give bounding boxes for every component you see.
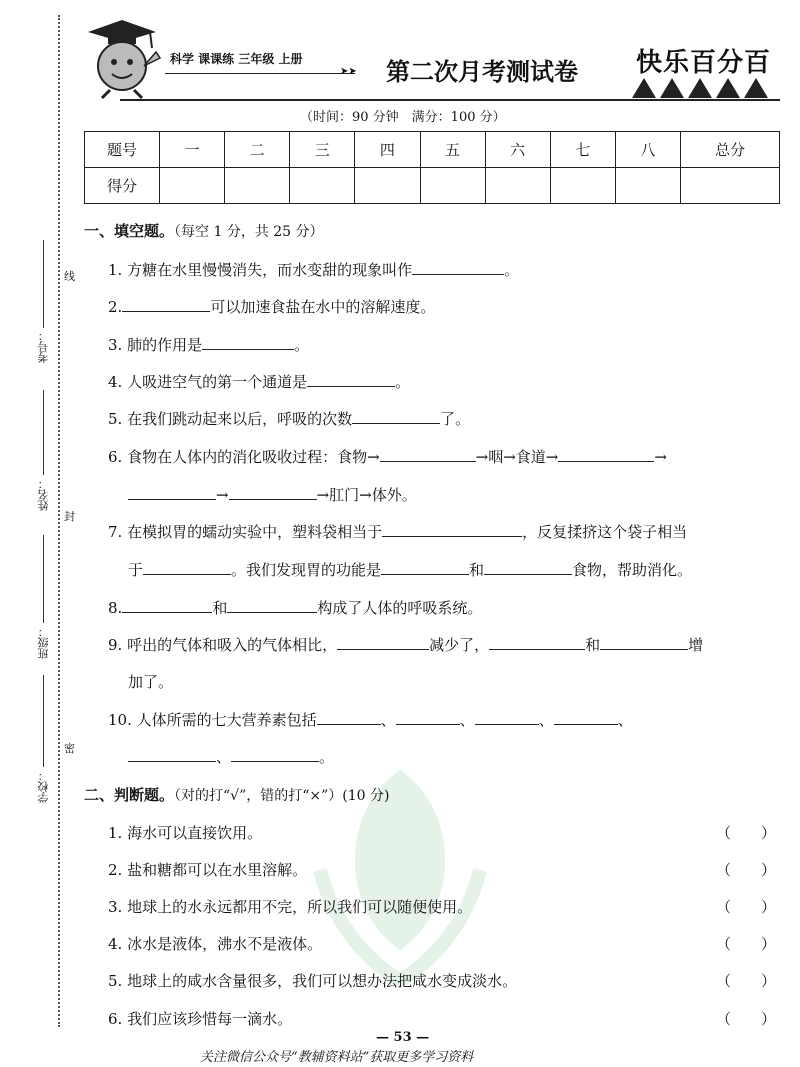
cut-char-seal: 封: [64, 510, 75, 523]
section1-title-text: 一、填空题。: [84, 222, 175, 240]
score-table-cell: 题号: [85, 132, 160, 168]
question-text: 7. 在模拟胃的蠕动实验中，塑料袋相当于: [108, 523, 383, 541]
exam-number-line: [43, 240, 44, 328]
question-text: 可以加速食盐在水中的溶解速度。: [210, 298, 436, 316]
answer-blank[interactable]: [122, 598, 212, 613]
answer-blank[interactable]: [307, 372, 395, 387]
question-text: 3. 肺的作用是: [108, 336, 203, 354]
judge-answer-paren[interactable]: （ ）: [715, 972, 776, 990]
answer-blank[interactable]: [412, 260, 504, 275]
score-input-cell[interactable]: [615, 168, 680, 204]
question-text: 和: [212, 599, 228, 617]
arrow-icon: ➤➤: [340, 66, 357, 77]
question-text: 构成了人体的呼吸系统。: [317, 599, 483, 617]
footer-note: 关注微信公众号“教辅资料站”获取更多学习资料: [200, 1050, 474, 1065]
question-6-line1: [108, 446, 667, 467]
school-line: [43, 675, 44, 767]
question-1: [108, 259, 519, 280]
question-text: 10. 人体所需的七大营养素包括: [108, 711, 317, 729]
exam-number-label: 考号：: [37, 330, 50, 363]
time-info: （时间：90 分钟 满分：100 分）: [300, 110, 506, 125]
judge-answer-paren[interactable]: （ ）: [715, 824, 776, 842]
question-text: 了。: [440, 410, 471, 428]
judge-answer-paren[interactable]: （ ）: [715, 861, 776, 879]
name-label: 姓名：: [37, 478, 50, 511]
answer-blank[interactable]: [600, 635, 688, 650]
judge-answer-paren[interactable]: （ ）: [715, 1010, 776, 1028]
class-line: [43, 535, 44, 623]
score-table-score-row: [85, 168, 780, 204]
question-text: 减少了，: [429, 636, 490, 654]
separator: 、: [538, 711, 554, 729]
separator: 、: [380, 711, 396, 729]
question-text: 。: [319, 748, 335, 766]
score-input-cell[interactable]: [420, 168, 485, 204]
judge-item-4: 4. 冰水是液体，沸水不是液体。: [108, 935, 323, 953]
answer-blank[interactable]: [317, 710, 381, 725]
page-title: 第二次月考测试卷: [386, 57, 578, 86]
cut-char-secret: 密: [64, 742, 75, 755]
separator: 、: [216, 748, 232, 766]
answer-blank[interactable]: [558, 447, 654, 462]
separator: 、: [617, 711, 633, 729]
answer-blank[interactable]: [489, 635, 585, 650]
score-table-cell: 二: [225, 132, 290, 168]
section2-note: （对的打“√”，错的打“×”）(10 分): [174, 788, 390, 804]
judge-item-2: 2. 盐和糖都可以在水里溶解。: [108, 861, 308, 879]
question-9-line1: [108, 634, 703, 655]
question-text: 和: [469, 561, 485, 579]
section1-title: [84, 220, 324, 241]
answer-blank[interactable]: [554, 710, 618, 725]
question-text: 。: [504, 261, 520, 279]
brand-triangles-icon: [630, 76, 780, 100]
question-10-line2: [128, 746, 334, 767]
page-number: — 53 —: [376, 1030, 430, 1045]
answer-blank[interactable]: [227, 598, 317, 613]
question-text: 增: [688, 636, 704, 654]
score-table-cell: 一: [160, 132, 225, 168]
score-table-cell: 五: [420, 132, 485, 168]
answer-blank[interactable]: [143, 560, 231, 575]
answer-blank[interactable]: [128, 485, 216, 500]
cut-char-line: 线: [64, 270, 75, 283]
question-text: 8.: [108, 599, 123, 617]
question-6-line2: [128, 484, 417, 505]
question-text: 1. 方糖在水里慢慢消失，而水变甜的现象叫作: [108, 261, 413, 279]
question-7-line2: [128, 559, 692, 580]
question-text: ，反复揉挤这个袋子相当: [522, 523, 688, 541]
answer-blank[interactable]: [229, 485, 317, 500]
section2-title-text: 二、判断题。: [84, 786, 175, 804]
score-input-cell[interactable]: [485, 168, 550, 204]
judge-item-6: 6. 我们应该珍惜每一滴水。: [108, 1010, 293, 1028]
answer-blank[interactable]: [396, 710, 460, 725]
judge-item-3: 3. 地球上的水永远都用不完，所以我们可以随便使用。: [108, 898, 473, 916]
score-table-cell: 八: [615, 132, 680, 168]
score-input-cell[interactable]: [290, 168, 355, 204]
question-8: [108, 597, 482, 618]
judge-item-1: 1. 海水可以直接饮用。: [108, 824, 263, 842]
question-7-line1: [108, 521, 687, 542]
score-input-cell[interactable]: [160, 168, 225, 204]
question-10-line1: [108, 709, 633, 730]
question-text: →: [654, 448, 667, 466]
question-text: 5. 在我们跳动起来以后，呼吸的次数: [108, 410, 353, 428]
score-table-cell: 七: [550, 132, 615, 168]
section1-note: （每空 1 分，共 25 分）: [174, 224, 324, 240]
answer-blank[interactable]: [337, 635, 429, 650]
name-line: [43, 390, 44, 475]
score-table: [84, 131, 780, 204]
question-text: 食物，帮助消化。: [572, 561, 693, 579]
question-text: →咽→食道→: [475, 448, 559, 466]
answer-blank[interactable]: [484, 560, 572, 575]
answer-blank[interactable]: [475, 710, 539, 725]
score-table-cell: 三: [290, 132, 355, 168]
answer-blank[interactable]: [231, 747, 319, 762]
judge-answer-paren[interactable]: （ ）: [715, 898, 776, 916]
score-table-cell: 六: [485, 132, 550, 168]
section2-title: [84, 784, 389, 805]
school-label: 学校：: [37, 770, 50, 803]
student-info-sidebar: [36, 230, 60, 820]
subject-line: 科学 课课练 三年级 上册: [170, 52, 303, 66]
mascot-logo: [80, 14, 170, 100]
question-text: →肛门→体外。: [316, 486, 417, 504]
question-text: 加了。: [128, 673, 174, 691]
question-text: 2.: [108, 298, 123, 316]
score-table-cell: 四: [355, 132, 420, 168]
question-text: 。: [294, 336, 310, 354]
score-input-cell[interactable]: [355, 168, 420, 204]
question-2: [108, 296, 435, 317]
answer-blank[interactable]: [380, 447, 476, 462]
answer-blank[interactable]: [352, 409, 440, 424]
question-9-line2: [128, 671, 173, 692]
score-input-cell[interactable]: [550, 168, 615, 204]
question-3: [108, 334, 309, 355]
judge-answer-paren[interactable]: （ ）: [715, 935, 776, 953]
subject-underline: [165, 73, 355, 74]
score-table-cell: 总分: [681, 132, 780, 168]
score-input-cell[interactable]: [225, 168, 290, 204]
score-row-label: 得分: [85, 168, 160, 204]
separator: 、: [459, 711, 475, 729]
question-text: 于: [128, 561, 144, 579]
question-text: 4. 人吸进空气的第一个通道是: [108, 373, 308, 391]
question-text: 。: [395, 373, 411, 391]
score-table-header-row: [85, 132, 780, 168]
answer-blank[interactable]: [128, 747, 216, 762]
question-text: →: [216, 486, 229, 504]
class-label: 班级：: [37, 626, 50, 659]
header-rule: [120, 99, 780, 101]
answer-blank[interactable]: [382, 522, 522, 537]
question-4: [108, 371, 410, 392]
judge-item-5: 5. 地球上的咸水含量很多，我们可以想办法把咸水变成淡水。: [108, 972, 518, 990]
question-text: 和: [585, 636, 601, 654]
question-text: 。我们发现胃的功能是: [231, 561, 382, 579]
score-input-cell[interactable]: [681, 168, 780, 204]
question-text: 6. 食物在人体内的消化吸收过程：食物→: [108, 448, 380, 466]
question-5: [108, 408, 470, 429]
answer-blank[interactable]: [381, 560, 469, 575]
brand-title: 快乐百分百: [636, 48, 772, 78]
question-text: 9. 呼出的气体和吸入的气体相比，: [108, 636, 338, 654]
answer-blank[interactable]: [202, 335, 294, 350]
answer-blank[interactable]: [122, 297, 210, 312]
